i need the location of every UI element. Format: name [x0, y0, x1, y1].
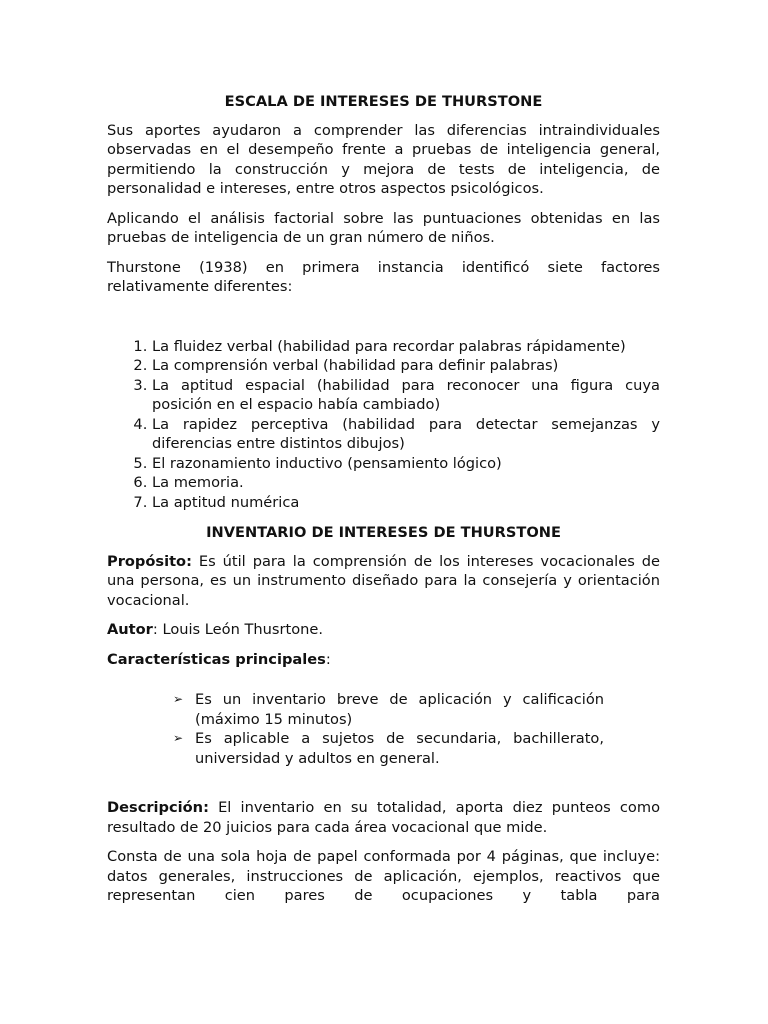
factor-item: 3. La aptitud espacial (habilidad para reconocer una figura cuya posición en el espacio había cambiado) [152, 376, 660, 415]
purpose-label: Propósito: [107, 552, 192, 570]
factor-item: 2. La comprensión verbal (habilidad para definir palabras) [152, 356, 660, 376]
feature-item [173, 729, 604, 768]
author-text: : Louis León Thusrtone. [152, 621, 323, 638]
arrow-bullet-icon: ➢ [173, 692, 184, 706]
feature-text: Es un inventario breve de aplicación y calificación (máximo 15 minutos) [195, 691, 604, 728]
paragraph-consta: Consta de una sola hoja de papel conformada por 4 páginas, que incluye: datos generales, instrucciones de aplicación, ejemplos, reactivos que representan cien pares de ocupaciones y tabla para [107, 848, 660, 904]
factor-item: 4. La rapidez perceptiva (habilidad para detectar semejanzas y diferencias entre distintos dibujos) [152, 415, 660, 454]
description-text: El inventario en su totalidad, aporta diez punteos como resultado de 20 juicios para cada área vocacional que mide. [107, 799, 660, 836]
paragraph-thurstone-1938: Thurstone (1938) en primera instancia identificó siete factores relativamente diferentes: [107, 258, 660, 295]
features-colon: : [325, 650, 331, 668]
section-title-escala: ESCALA DE INTERESES DE THURSTONE [224, 93, 543, 110]
arrow-bullet-icon: ➢ [173, 731, 184, 745]
purpose-text: Es útil para la comprensión de los intereses vocacionales de una persona, es un instrumento diseñado para la consejería y orientación vocacional. [107, 552, 660, 609]
paragraph-descripcion [107, 798, 660, 837]
factor-item: 1. La fluidez verbal (habilidad para recordar palabras rápidamente) [152, 337, 660, 357]
feature-item [173, 690, 604, 729]
paragraph-autor [107, 620, 660, 640]
section-title-inventario: INVENTARIO DE INTERESES DE THURSTONE [206, 524, 561, 541]
factors-list [107, 337, 660, 513]
paragraph-aportes: Sus aportes ayudaron a comprender las diferencias intraindividuales observadas en el desempeño frente a pruebas de inteligencia general, permitiendo la construcción y mejora de tests de inteligencia, de personalidad e intereses, entre otros aspectos psicológicos. [107, 121, 660, 197]
factor-item: 7. La aptitud numérica [152, 493, 660, 513]
paragraph-analisis-factorial: Aplicando el análisis factorial sobre las puntuaciones obtenidas en las pruebas de inteligencia de un gran número de niños. [107, 209, 660, 246]
description-label: Descripción: [107, 799, 209, 816]
paragraph-proposito [107, 552, 660, 611]
features-label: Características principales [107, 650, 326, 668]
feature-text: Es aplicable a sujetos de secundaria, bachillerato, universidad y adultos en general. [195, 730, 604, 767]
factor-item: 6. La memoria. [152, 473, 660, 493]
features-list [173, 690, 604, 768]
paragraph-caracteristicas [107, 650, 660, 670]
factor-item: 5. El razonamiento inductivo (pensamiento lógico) [152, 454, 660, 474]
author-label: Autor [107, 621, 153, 638]
